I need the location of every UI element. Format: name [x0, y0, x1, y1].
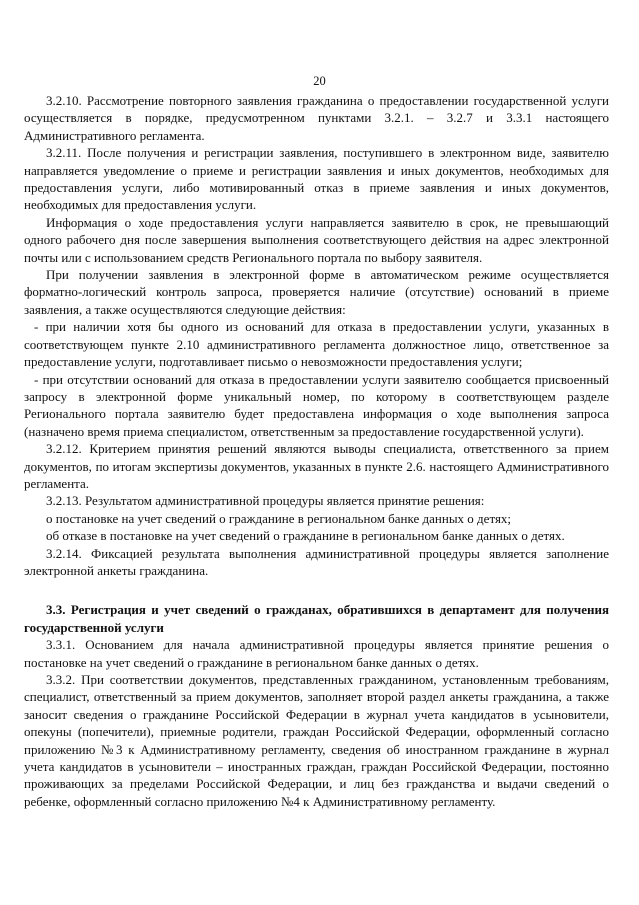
page-number: 20 — [313, 74, 326, 88]
decision-registration: о постановке на учет сведений о гражданине в региональном банке данных о детях; — [46, 510, 512, 526]
bullet-no-refusal-grounds: - при отсутствии оснований для отказа в предоставлении услуги заявителю сообщается присвоенный запросу в электронной форме уникальный номер, по которому в соответствующем разделе Регионального портала заявителю будет предоставлена информация о ходе выполнения запроса (назначено время приема специалистом, ответственным за предоставление государственной услуги). — [24, 371, 609, 439]
paragraph-3-2-14: 3.2.14. Фиксацией результата выполнения административной процедуры является заполнение электронной анкеты гражданина. — [24, 545, 609, 578]
paragraph-3-2-10: 3.2.10. Рассмотрение повторного заявления гражданина о предоставлении государственной услуги осуществляется в порядке, предусмотренном пунктами 3.2.1. – 3.2.7 и 3.3.1 настоящего Административного регламента. — [24, 93, 609, 143]
paragraph-3-2-12: 3.2.12. Критерием принятия решений являются выводы специалиста, ответственного за прием документов, по итогам экспертизы документов, указанных в пункте 2.6. настоящего Административного регламента. — [24, 441, 609, 491]
paragraph-3-2-13: 3.2.13. Результатом административной процедуры является принятие решения: — [46, 493, 485, 509]
paragraph-information-timing: Информация о ходе предоставления услуги направляется заявителю в срок, не превышающий одного рабочего дня после завершения выполнения соответствующего действия на адрес электронной почты или с использованием средств Регионального портала по выбору заявителя. — [24, 214, 609, 265]
bullet-refusal-grounds: - при наличии хотя бы одного из оснований для отказа в предоставлении услуги, указанных в соответствующем пункте 2.10 административного регламента должностное лицо, ответственное за предоставление услуги, подготавливает письмо о невозможности предоставления услуги; — [24, 319, 609, 370]
paragraph-3-3-2: 3.3.2. При соответствии документов, представленных гражданином, установленным требованиям, специалист, ответственный за прием документов, заполняет второй раздел анкеты гражданина, а также заносит сведения о гражданине Российской Федерации в журнал учета кандидатов в усыновители, опекуны (попечители), приемные родители, граждан Российской Федерации, оформленный согласно приложению №3 к Административному регламенту, сведения об иностранном гражданине в журнал учета кандидатов в усыновители – иностранных граждан, граждан Российской Федерации, постоянно проживающих за пределами Российской Федерации, и лиц без гражданства и выдачи сведений о ребенке, оформленный согласно приложению №4 к Административному регламенту. — [24, 672, 609, 809]
paragraph-3-2-11: 3.2.11. После получения и регистрации заявления, поступившего в электронном виде, заявителю направляется уведомление о приеме и регистрации заявления и иных документов, необходимых для предоставления услуги, либо мотивированный отказ в приеме заявления и иных документов, необходимых для предоставления услуги. — [24, 145, 609, 213]
document-body — [24, 92, 609, 810]
decision-refusal: об отказе в постановке на учет сведений о гражданине в региональном банке данных о детях. — [46, 528, 565, 544]
paragraph-electronic-control: При получении заявления в электронной форме в автоматическом режиме осуществляется форматно-логический контроль запроса, проверяется наличие (отсутствие) оснований в приеме заявления, а также осуществляются следующие действия: — [24, 267, 609, 317]
section-heading-3-3: 3.3. Регистрация и учет сведений о гражданах, обратившихся в департамент для получения государственной услуги — [24, 602, 609, 635]
paragraph-3-3-1: 3.3.1. Основанием для начала административной процедуры является принятие решения о постановке на учет сведений о гражданине в региональном банке данных о детях. — [24, 637, 609, 670]
